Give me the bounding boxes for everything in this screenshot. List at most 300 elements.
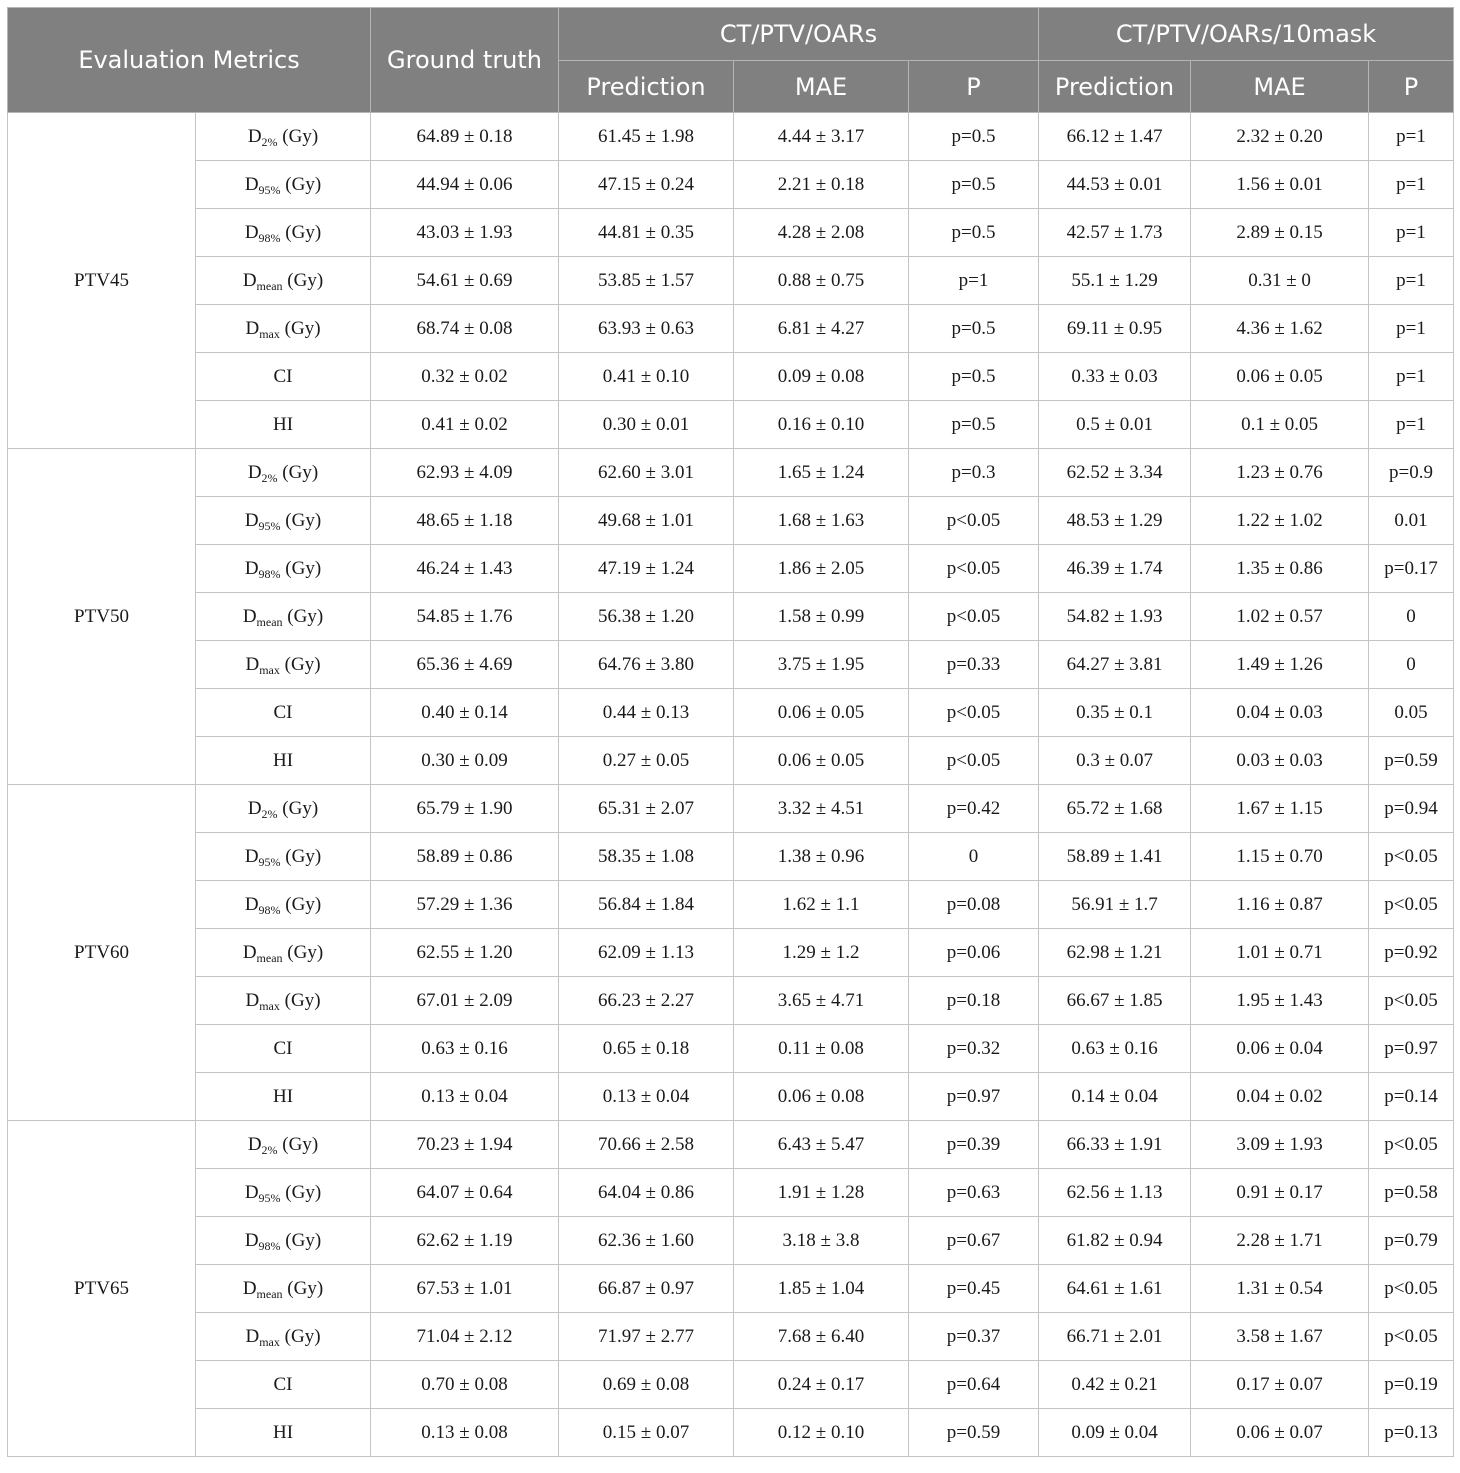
- prediction-1-cell: 62.09 ± 1.13: [559, 929, 734, 977]
- mae-2-cell: 2.28 ± 1.71: [1191, 1217, 1369, 1265]
- prediction-2-cell: 0.09 ± 0.04: [1039, 1409, 1191, 1457]
- prediction-2-cell: 66.67 ± 1.85: [1039, 977, 1191, 1025]
- prediction-2-cell: 66.71 ± 2.01: [1039, 1313, 1191, 1361]
- p-value-1-cell: p=0.5: [909, 113, 1039, 161]
- evaluation-metrics-table: [7, 7, 1454, 1457]
- metric-label: [196, 1073, 371, 1121]
- mae-1-cell: 1.91 ± 1.28: [734, 1169, 909, 1217]
- prediction-2-cell: 0.33 ± 0.03: [1039, 353, 1191, 401]
- prediction-1-cell: 64.76 ± 3.80: [559, 641, 734, 689]
- table-header: [8, 8, 1454, 113]
- header-group-ct-ptv-oars: CT/PTV/OARs: [559, 8, 1039, 61]
- mae-1-cell: 6.81 ± 4.27: [734, 305, 909, 353]
- ground-truth-cell: 57.29 ± 1.36: [371, 881, 559, 929]
- metric-base: D: [247, 125, 262, 147]
- mae-2-cell: 1.01 ± 0.71: [1191, 929, 1369, 977]
- p-value-1-cell: p=0.45: [909, 1265, 1039, 1313]
- metric-label: [196, 785, 371, 833]
- prediction-2-cell: 42.57 ± 1.73: [1039, 209, 1191, 257]
- p-value-1-cell: p=0.3: [909, 449, 1039, 497]
- ground-truth-cell: 0.13 ± 0.08: [371, 1409, 559, 1457]
- mae-2-cell: 1.56 ± 0.01: [1191, 161, 1369, 209]
- mae-2-cell: 3.58 ± 1.67: [1191, 1313, 1369, 1361]
- prediction-2-cell: 64.27 ± 3.81: [1039, 641, 1191, 689]
- metric-label: [196, 113, 371, 161]
- prediction-2-cell: 55.1 ± 1.29: [1039, 257, 1191, 305]
- mae-2-cell: 0.06 ± 0.07: [1191, 1409, 1369, 1457]
- metric-base: D: [242, 269, 257, 291]
- mae-2-cell: 0.06 ± 0.05: [1191, 353, 1369, 401]
- table-row: [8, 881, 1454, 929]
- p-value-2-cell: p=0.59: [1369, 737, 1454, 785]
- table-row: [8, 641, 1454, 689]
- metric-unit: (Gy): [280, 1229, 322, 1251]
- p-value-2-cell: p=0.14: [1369, 1073, 1454, 1121]
- mae-1-cell: 6.43 ± 5.47: [734, 1121, 909, 1169]
- p-value-1-cell: p=0.97: [909, 1073, 1039, 1121]
- mae-2-cell: 0.31 ± 0: [1191, 257, 1369, 305]
- ground-truth-cell: 67.53 ± 1.01: [371, 1265, 559, 1313]
- metric-base: D: [247, 797, 262, 819]
- metric-subscript: 95%: [258, 854, 281, 869]
- p-value-1-cell: p=0.5: [909, 401, 1039, 449]
- metric-label: [196, 353, 371, 401]
- metric-label: [196, 881, 371, 929]
- table-row: [8, 833, 1454, 881]
- prediction-1-cell: 0.30 ± 0.01: [559, 401, 734, 449]
- metric-label: [196, 257, 371, 305]
- ground-truth-cell: 62.62 ± 1.19: [371, 1217, 559, 1265]
- mae-1-cell: 1.86 ± 2.05: [734, 545, 909, 593]
- metric-subscript: 95%: [258, 518, 281, 533]
- prediction-1-cell: 0.41 ± 0.10: [559, 353, 734, 401]
- metric-label: [196, 1169, 371, 1217]
- ground-truth-cell: 0.63 ± 0.16: [371, 1025, 559, 1073]
- mae-1-cell: 0.16 ± 0.10: [734, 401, 909, 449]
- ground-truth-cell: 54.85 ± 1.76: [371, 593, 559, 641]
- header-group-ct-ptv-oars-10mask: CT/PTV/OARs/10mask: [1039, 8, 1454, 61]
- mae-1-cell: 1.85 ± 1.04: [734, 1265, 909, 1313]
- metric-label: [196, 449, 371, 497]
- metric-unit: (Gy): [280, 509, 322, 531]
- p-value-1-cell: p=0.5: [909, 305, 1039, 353]
- metric-label: [196, 929, 371, 977]
- metric-unit: (Gy): [279, 1325, 321, 1347]
- mae-2-cell: 0.04 ± 0.02: [1191, 1073, 1369, 1121]
- prediction-1-cell: 58.35 ± 1.08: [559, 833, 734, 881]
- mae-1-cell: 1.62 ± 1.1: [734, 881, 909, 929]
- metric-subscript: 2%: [261, 1142, 278, 1157]
- prediction-2-cell: 0.5 ± 0.01: [1039, 401, 1191, 449]
- prediction-1-cell: 62.60 ± 3.01: [559, 449, 734, 497]
- metric-unit: (Gy): [277, 461, 319, 483]
- metric-subscript: max: [259, 998, 280, 1013]
- p-value-1-cell: p=0.37: [909, 1313, 1039, 1361]
- metric-label: [196, 305, 371, 353]
- mae-2-cell: 3.09 ± 1.93: [1191, 1121, 1369, 1169]
- metric-base: D: [244, 221, 259, 243]
- p-value-2-cell: 0: [1369, 641, 1454, 689]
- ground-truth-cell: 64.07 ± 0.64: [371, 1169, 559, 1217]
- prediction-1-cell: 71.97 ± 2.77: [559, 1313, 734, 1361]
- metric-unit: (Gy): [277, 1133, 319, 1155]
- p-value-2-cell: p<0.05: [1369, 977, 1454, 1025]
- prediction-1-cell: 66.23 ± 2.27: [559, 977, 734, 1025]
- table-row: [8, 1169, 1454, 1217]
- p-value-1-cell: p=0.5: [909, 161, 1039, 209]
- table-row: [8, 1217, 1454, 1265]
- prediction-1-cell: 47.19 ± 1.24: [559, 545, 734, 593]
- ground-truth-cell: 0.70 ± 0.08: [371, 1361, 559, 1409]
- metric-base: D: [242, 1277, 257, 1299]
- prediction-1-cell: 0.65 ± 0.18: [559, 1025, 734, 1073]
- table-row: [8, 1025, 1454, 1073]
- p-value-2-cell: p=1: [1369, 305, 1454, 353]
- metric-base: D: [242, 941, 257, 963]
- p-value-2-cell: p=1: [1369, 113, 1454, 161]
- ground-truth-cell: 0.13 ± 0.04: [371, 1073, 559, 1121]
- metric-base: D: [244, 509, 259, 531]
- metric-subscript: mean: [256, 278, 283, 293]
- header-mae-1: MAE: [734, 61, 909, 113]
- p-value-2-cell: p=0.9: [1369, 449, 1454, 497]
- ground-truth-cell: 44.94 ± 0.06: [371, 161, 559, 209]
- metric-unit: (Gy): [279, 317, 321, 339]
- table-row: [8, 305, 1454, 353]
- mae-1-cell: 0.11 ± 0.08: [734, 1025, 909, 1073]
- metric-base: D: [247, 1133, 262, 1155]
- mae-1-cell: 0.12 ± 0.10: [734, 1409, 909, 1457]
- metric-base: D: [244, 1181, 259, 1203]
- metric-subscript: max: [259, 662, 280, 677]
- mae-2-cell: 1.15 ± 0.70: [1191, 833, 1369, 881]
- metric-unit: (Gy): [277, 797, 319, 819]
- p-value-1-cell: p=0.42: [909, 785, 1039, 833]
- mae-1-cell: 0.06 ± 0.08: [734, 1073, 909, 1121]
- p-value-1-cell: p<0.05: [909, 593, 1039, 641]
- ground-truth-cell: 0.40 ± 0.14: [371, 689, 559, 737]
- prediction-1-cell: 0.13 ± 0.04: [559, 1073, 734, 1121]
- p-value-2-cell: 0: [1369, 593, 1454, 641]
- mae-2-cell: 2.32 ± 0.20: [1191, 113, 1369, 161]
- metric-subscript: 2%: [261, 470, 278, 485]
- mae-2-cell: 0.03 ± 0.03: [1191, 737, 1369, 785]
- metric-label: [196, 1025, 371, 1073]
- metric-unit: (Gy): [280, 221, 322, 243]
- metric-base: D: [244, 893, 259, 915]
- p-value-1-cell: p=0.63: [909, 1169, 1039, 1217]
- prediction-1-cell: 44.81 ± 0.35: [559, 209, 734, 257]
- prediction-2-cell: 0.14 ± 0.04: [1039, 1073, 1191, 1121]
- prediction-1-cell: 56.38 ± 1.20: [559, 593, 734, 641]
- table-row: [8, 353, 1454, 401]
- p-value-2-cell: p=0.97: [1369, 1025, 1454, 1073]
- metric-unit: (Gy): [280, 845, 322, 867]
- metric-base: D: [245, 653, 260, 675]
- table-row: [8, 689, 1454, 737]
- group-label: PTV50: [8, 449, 196, 785]
- metric-label: [196, 1409, 371, 1457]
- ground-truth-cell: 43.03 ± 1.93: [371, 209, 559, 257]
- p-value-2-cell: p=1: [1369, 209, 1454, 257]
- metric-unit: (Gy): [280, 893, 322, 915]
- prediction-1-cell: 65.31 ± 2.07: [559, 785, 734, 833]
- p-value-1-cell: p=0.33: [909, 641, 1039, 689]
- p-value-1-cell: p=0.32: [909, 1025, 1039, 1073]
- metric-label: [196, 641, 371, 689]
- ground-truth-cell: 46.24 ± 1.43: [371, 545, 559, 593]
- table-row: [8, 1265, 1454, 1313]
- table-row: [8, 113, 1454, 161]
- metric-label: [196, 737, 371, 785]
- metric-base: D: [242, 605, 257, 627]
- prediction-1-cell: 0.15 ± 0.07: [559, 1409, 734, 1457]
- p-value-2-cell: p<0.05: [1369, 881, 1454, 929]
- metric-base: HI: [272, 1421, 294, 1443]
- p-value-2-cell: p=0.19: [1369, 1361, 1454, 1409]
- p-value-1-cell: p=0.5: [909, 353, 1039, 401]
- metric-label: [196, 497, 371, 545]
- metric-unit: (Gy): [280, 557, 322, 579]
- p-value-1-cell: p=0.06: [909, 929, 1039, 977]
- ground-truth-cell: 68.74 ± 0.08: [371, 305, 559, 353]
- metric-label: [196, 1313, 371, 1361]
- header-p-2: P: [1369, 61, 1454, 113]
- mae-2-cell: 1.49 ± 1.26: [1191, 641, 1369, 689]
- metric-subscript: max: [259, 1334, 280, 1349]
- metric-label: [196, 593, 371, 641]
- metric-base: CI: [273, 1373, 293, 1395]
- mae-1-cell: 0.06 ± 0.05: [734, 689, 909, 737]
- metric-label: [196, 1121, 371, 1169]
- group-label: PTV45: [8, 113, 196, 449]
- prediction-1-cell: 0.44 ± 0.13: [559, 689, 734, 737]
- mae-2-cell: 1.22 ± 1.02: [1191, 497, 1369, 545]
- metric-base: HI: [272, 749, 294, 771]
- ground-truth-cell: 62.55 ± 1.20: [371, 929, 559, 977]
- p-value-2-cell: p=0.79: [1369, 1217, 1454, 1265]
- metric-unit: (Gy): [282, 605, 324, 627]
- prediction-2-cell: 66.33 ± 1.91: [1039, 1121, 1191, 1169]
- metric-unit: (Gy): [277, 125, 319, 147]
- group-label: PTV60: [8, 785, 196, 1121]
- p-value-1-cell: p<0.05: [909, 689, 1039, 737]
- ground-truth-cell: 67.01 ± 2.09: [371, 977, 559, 1025]
- metric-subscript: mean: [256, 614, 283, 629]
- prediction-2-cell: 46.39 ± 1.74: [1039, 545, 1191, 593]
- table-row: [8, 593, 1454, 641]
- ground-truth-cell: 54.61 ± 0.69: [371, 257, 559, 305]
- metric-label: [196, 209, 371, 257]
- metric-subscript: 98%: [258, 902, 281, 917]
- mae-1-cell: 0.06 ± 0.05: [734, 737, 909, 785]
- metric-subscript: max: [259, 326, 280, 341]
- metric-unit: (Gy): [282, 941, 324, 963]
- table-row: [8, 785, 1454, 833]
- metric-base: CI: [273, 365, 293, 387]
- table-row: [8, 161, 1454, 209]
- prediction-2-cell: 62.56 ± 1.13: [1039, 1169, 1191, 1217]
- prediction-2-cell: 0.63 ± 0.16: [1039, 1025, 1191, 1073]
- metric-label: [196, 401, 371, 449]
- prediction-2-cell: 65.72 ± 1.68: [1039, 785, 1191, 833]
- table-row: [8, 1313, 1454, 1361]
- prediction-2-cell: 0.35 ± 0.1: [1039, 689, 1191, 737]
- metric-unit: (Gy): [282, 1277, 324, 1299]
- prediction-2-cell: 66.12 ± 1.47: [1039, 113, 1191, 161]
- mae-2-cell: 1.23 ± 0.76: [1191, 449, 1369, 497]
- metric-subscript: 98%: [258, 230, 281, 245]
- mae-1-cell: 1.68 ± 1.63: [734, 497, 909, 545]
- mae-1-cell: 1.58 ± 0.99: [734, 593, 909, 641]
- prediction-1-cell: 56.84 ± 1.84: [559, 881, 734, 929]
- p-value-1-cell: p<0.05: [909, 737, 1039, 785]
- ground-truth-cell: 65.36 ± 4.69: [371, 641, 559, 689]
- metric-base: D: [245, 989, 260, 1011]
- p-value-2-cell: p=1: [1369, 401, 1454, 449]
- prediction-2-cell: 0.3 ± 0.07: [1039, 737, 1191, 785]
- mae-2-cell: 0.04 ± 0.03: [1191, 689, 1369, 737]
- metric-unit: (Gy): [279, 653, 321, 675]
- p-value-2-cell: p=0.94: [1369, 785, 1454, 833]
- ground-truth-cell: 0.30 ± 0.09: [371, 737, 559, 785]
- mae-2-cell: 1.31 ± 0.54: [1191, 1265, 1369, 1313]
- mae-1-cell: 4.44 ± 3.17: [734, 113, 909, 161]
- metric-unit: (Gy): [279, 989, 321, 1011]
- table-row: [8, 257, 1454, 305]
- p-value-1-cell: p=0.39: [909, 1121, 1039, 1169]
- p-value-1-cell: p=0.5: [909, 209, 1039, 257]
- prediction-1-cell: 70.66 ± 2.58: [559, 1121, 734, 1169]
- mae-2-cell: 0.91 ± 0.17: [1191, 1169, 1369, 1217]
- p-value-2-cell: p<0.05: [1369, 1121, 1454, 1169]
- p-value-1-cell: p=0.64: [909, 1361, 1039, 1409]
- prediction-2-cell: 62.52 ± 3.34: [1039, 449, 1191, 497]
- ground-truth-cell: 0.32 ± 0.02: [371, 353, 559, 401]
- table-body: [8, 113, 1454, 1457]
- table-row: [8, 977, 1454, 1025]
- mae-1-cell: 0.24 ± 0.17: [734, 1361, 909, 1409]
- prediction-1-cell: 53.85 ± 1.57: [559, 257, 734, 305]
- metric-base: HI: [272, 413, 294, 435]
- p-value-1-cell: p=0.59: [909, 1409, 1039, 1457]
- metric-label: [196, 833, 371, 881]
- table-row: [8, 1361, 1454, 1409]
- p-value-2-cell: p=0.58: [1369, 1169, 1454, 1217]
- mae-1-cell: 4.28 ± 2.08: [734, 209, 909, 257]
- ground-truth-cell: 58.89 ± 0.86: [371, 833, 559, 881]
- ground-truth-cell: 70.23 ± 1.94: [371, 1121, 559, 1169]
- mae-2-cell: 1.16 ± 0.87: [1191, 881, 1369, 929]
- p-value-1-cell: p=0.08: [909, 881, 1039, 929]
- p-value-1-cell: p=0.18: [909, 977, 1039, 1025]
- group-label: PTV65: [8, 1121, 196, 1457]
- table-row: [8, 1121, 1454, 1169]
- metric-label: [196, 1361, 371, 1409]
- mae-1-cell: 1.65 ± 1.24: [734, 449, 909, 497]
- table-row: [8, 1409, 1454, 1457]
- metric-base: D: [244, 173, 259, 195]
- mae-1-cell: 3.18 ± 3.8: [734, 1217, 909, 1265]
- p-value-2-cell: p<0.05: [1369, 833, 1454, 881]
- metric-label: [196, 1217, 371, 1265]
- ground-truth-cell: 62.93 ± 4.09: [371, 449, 559, 497]
- mae-2-cell: 2.89 ± 0.15: [1191, 209, 1369, 257]
- prediction-1-cell: 63.93 ± 0.63: [559, 305, 734, 353]
- p-value-2-cell: p<0.05: [1369, 1265, 1454, 1313]
- prediction-1-cell: 0.69 ± 0.08: [559, 1361, 734, 1409]
- mae-1-cell: 3.65 ± 4.71: [734, 977, 909, 1025]
- mae-2-cell: 1.02 ± 0.57: [1191, 593, 1369, 641]
- mae-1-cell: 0.09 ± 0.08: [734, 353, 909, 401]
- p-value-2-cell: p=0.13: [1369, 1409, 1454, 1457]
- metric-base: D: [245, 1325, 260, 1347]
- metric-label: [196, 161, 371, 209]
- mae-1-cell: 0.88 ± 0.75: [734, 257, 909, 305]
- p-value-2-cell: p=1: [1369, 161, 1454, 209]
- prediction-1-cell: 49.68 ± 1.01: [559, 497, 734, 545]
- metric-label: [196, 689, 371, 737]
- prediction-2-cell: 56.91 ± 1.7: [1039, 881, 1191, 929]
- metric-label: [196, 977, 371, 1025]
- p-value-2-cell: 0.01: [1369, 497, 1454, 545]
- metric-base: CI: [273, 1037, 293, 1059]
- ground-truth-cell: 48.65 ± 1.18: [371, 497, 559, 545]
- mae-1-cell: 3.32 ± 4.51: [734, 785, 909, 833]
- prediction-2-cell: 64.61 ± 1.61: [1039, 1265, 1191, 1313]
- header-p-1: P: [909, 61, 1039, 113]
- p-value-2-cell: 0.05: [1369, 689, 1454, 737]
- prediction-2-cell: 58.89 ± 1.41: [1039, 833, 1191, 881]
- mae-2-cell: 0.17 ± 0.07: [1191, 1361, 1369, 1409]
- metric-base: D: [247, 461, 262, 483]
- prediction-2-cell: 0.42 ± 0.21: [1039, 1361, 1191, 1409]
- prediction-2-cell: 62.98 ± 1.21: [1039, 929, 1191, 977]
- p-value-1-cell: p<0.05: [909, 497, 1039, 545]
- prediction-2-cell: 61.82 ± 0.94: [1039, 1217, 1191, 1265]
- prediction-1-cell: 47.15 ± 0.24: [559, 161, 734, 209]
- metric-subscript: 98%: [258, 1238, 281, 1253]
- table-row: [8, 209, 1454, 257]
- metric-unit: (Gy): [282, 269, 324, 291]
- metric-unit: (Gy): [280, 173, 322, 195]
- mae-1-cell: 1.38 ± 0.96: [734, 833, 909, 881]
- metric-subscript: 95%: [258, 182, 281, 197]
- metric-subscript: 98%: [258, 566, 281, 581]
- prediction-1-cell: 64.04 ± 0.86: [559, 1169, 734, 1217]
- header-prediction-1: Prediction: [559, 61, 734, 113]
- p-value-2-cell: p=0.17: [1369, 545, 1454, 593]
- mae-2-cell: 4.36 ± 1.62: [1191, 305, 1369, 353]
- metric-base: D: [244, 845, 259, 867]
- metric-base: D: [244, 1229, 259, 1251]
- metric-base: D: [245, 317, 260, 339]
- p-value-2-cell: p=0.92: [1369, 929, 1454, 977]
- header-evaluation-metrics: Evaluation Metrics: [8, 8, 371, 113]
- table-row: [8, 545, 1454, 593]
- table-row: [8, 497, 1454, 545]
- header-ground-truth: Ground truth: [371, 8, 559, 113]
- metric-subscript: 2%: [261, 806, 278, 821]
- ground-truth-cell: 64.89 ± 0.18: [371, 113, 559, 161]
- mae-1-cell: 2.21 ± 0.18: [734, 161, 909, 209]
- p-value-2-cell: p<0.05: [1369, 1313, 1454, 1361]
- header-prediction-2: Prediction: [1039, 61, 1191, 113]
- metric-base: HI: [272, 1085, 294, 1107]
- p-value-2-cell: p=1: [1369, 257, 1454, 305]
- table-row: [8, 401, 1454, 449]
- table-row: [8, 1073, 1454, 1121]
